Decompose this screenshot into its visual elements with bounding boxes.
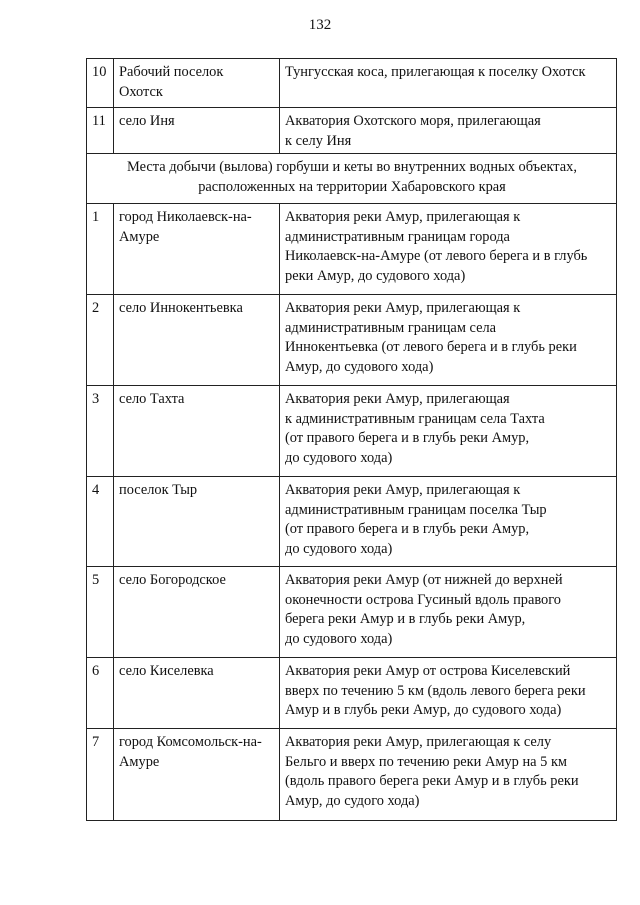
row-number: 3 <box>87 386 114 477</box>
place-name: город Комсомольск-на- Амуре <box>114 729 280 821</box>
table-row <box>87 108 617 154</box>
place-name: село Богородское <box>114 567 280 658</box>
place-name: город Николаевск-на- Амуре <box>114 204 280 295</box>
place-name: Рабочий поселок Охотск <box>114 59 280 108</box>
water-area-description: Акватория реки Амур, прилегающая к административным границам поселка Тыр (от правого берега и в глубь реки Амур, до судового хода) <box>280 477 617 567</box>
table-row <box>87 386 617 477</box>
water-area-description: Акватория реки Амур, прилегающая к селу Бельго и вверх по течению реки Амур на 5 км (вдоль правого берега реки Амур и в глубь реки Амур, до судого хода) <box>280 729 617 821</box>
water-area-description: Акватория реки Амур, прилегающая к административным границам села Иннокентьевка (от левого берега и в глубь реки Амур, до судового хода) <box>280 295 617 386</box>
page-number: 132 <box>308 17 332 33</box>
water-area-description: Акватория реки Амур, прилегающая к административным границам города Николаевск-на-Амуре (от левого берега и в глубь реки Амур, до судового хода) <box>280 204 617 295</box>
row-number: 4 <box>87 477 114 567</box>
row-number: 6 <box>87 658 114 729</box>
table-row <box>87 477 617 567</box>
water-area-description: Акватория Охотского моря, прилегающая к селу Иня <box>280 108 617 154</box>
row-number: 11 <box>87 108 114 154</box>
water-area-description: Акватория реки Амур (от нижней до верхней оконечности острова Гусиный вдоль правого берега реки Амур и в глубь реки Амур, до судового хода) <box>280 567 617 658</box>
place-name: село Тахта <box>114 386 280 477</box>
table-row <box>87 295 617 386</box>
table-row <box>87 567 617 658</box>
row-number: 5 <box>87 567 114 658</box>
table-row <box>87 59 617 108</box>
row-number: 7 <box>87 729 114 821</box>
place-name: поселок Тыр <box>114 477 280 567</box>
row-number: 1 <box>87 204 114 295</box>
fishing-places-table <box>86 58 617 821</box>
table-row <box>87 658 617 729</box>
place-name: село Киселевка <box>114 658 280 729</box>
row-number: 2 <box>87 295 114 386</box>
table-row <box>87 204 617 295</box>
place-name: село Иня <box>114 108 280 154</box>
section-heading-row <box>87 154 617 204</box>
water-area-description: Тунгусская коса, прилегающая к поселку Охотск <box>280 59 617 108</box>
place-name: село Иннокентьевка <box>114 295 280 386</box>
table-row <box>87 729 617 821</box>
water-area-description: Акватория реки Амур, прилегающая к административным границам села Тахта (от правого берега и в глубь реки Амур, до судового хода) <box>280 386 617 477</box>
water-area-description: Акватория реки Амур от острова Киселевский вверх по течению 5 км (вдоль левого берега реки Амур и в глубь реки Амур, до судового хода) <box>280 658 617 729</box>
row-number: 10 <box>87 59 114 108</box>
section-heading: Места добычи (вылова) горбуши и кеты во внутренних водных объектах, расположенных на территории Хабаровского края <box>87 154 617 204</box>
